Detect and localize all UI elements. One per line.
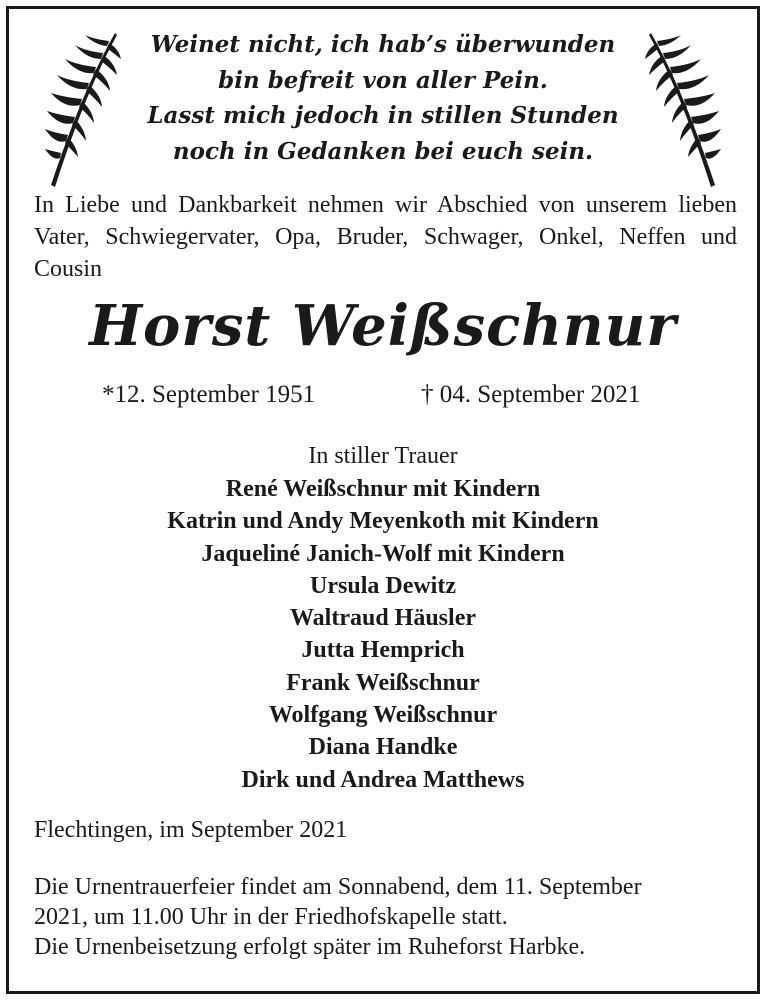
mourner-name: René Weißschnur mit Kindern <box>225 476 541 502</box>
mourner-name: Waltraud Häusler <box>289 605 476 632</box>
obituary-notice <box>6 6 760 994</box>
mourner-name: Ursula Dewitz <box>310 572 456 599</box>
deceased-name: Horst Weißschnur <box>89 293 677 359</box>
ceremony-info <box>34 872 737 962</box>
ceremony-line: 2021, um 11.00 Uhr in der Friedhofskapelle statt. <box>34 904 508 930</box>
mourner-name: Jaqueliné Janich-Wolf mit Kindern <box>201 540 565 567</box>
mourner-name: Katrin und Andy Meyenkoth mit Kindern <box>167 508 599 535</box>
ceremony-line: Die Urnentrauerfeier findet am Sonnabend, dem 11. September <box>34 874 642 900</box>
palm-frond-icon <box>33 29 123 189</box>
mourner-name: Wolfgang Weißschnur <box>268 702 498 729</box>
intro-text: In Liebe und Dankbarkeit nehmen wir Abschied von unserem lieben Vater, Schwiegervater, Opa, Bruder, Schwager, Onkel, Neffen und Cousin <box>34 192 737 282</box>
mourner-name: Jutta Hemprich <box>301 637 465 664</box>
ceremony-line: Die Urnenbeisetzung erfolgt später im Ruheforst Harbke. <box>34 934 586 960</box>
mourners-list <box>9 473 757 796</box>
poem-line: Weinet nicht, ich hab’s überwunden <box>150 31 616 58</box>
mourner-name: Diana Handke <box>308 734 458 761</box>
mourner-name: Dirk und Andrea Matthews <box>241 766 525 793</box>
poem-line: Lasst mich jedoch in stillen Stunden <box>147 102 619 129</box>
death-date: † 04. September 2021 <box>421 381 641 408</box>
place-date: Flechtingen, im September 2021 <box>34 817 348 843</box>
birth-date: *12. September 1951 <box>102 381 316 408</box>
poem-verse <box>139 27 627 169</box>
poem-line: bin befreit von aller Pein. <box>218 66 548 94</box>
palm-frond-icon <box>643 29 733 189</box>
mourner-name: Frank Weißschnur <box>286 669 480 696</box>
mourners-section <box>9 439 757 796</box>
poem-line: noch in Gedanken bei euch sein. <box>172 137 594 165</box>
mourners-intro: In stiller Trauer <box>308 443 458 469</box>
